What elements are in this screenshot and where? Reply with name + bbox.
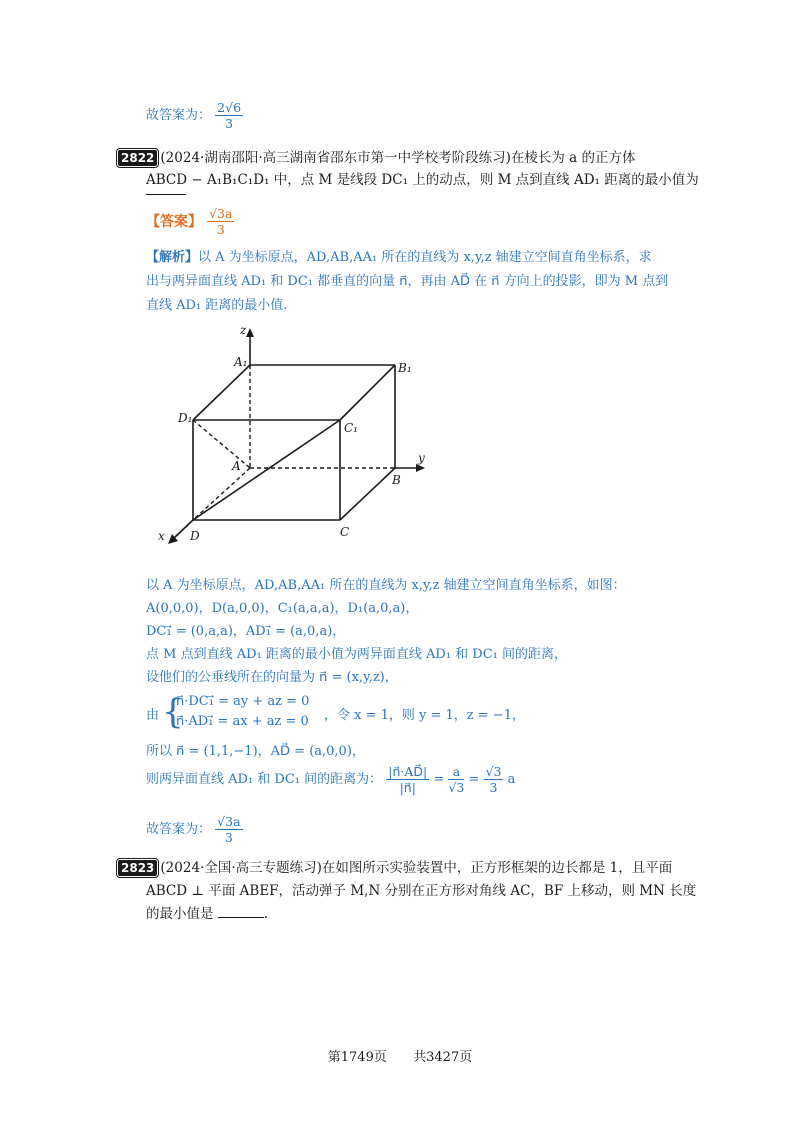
solution-line-2: A(0,0,0)，D(a,0,0)，C₁(a,a,a)，D₁(a,0,a)， xyxy=(146,601,419,616)
label-y: y xyxy=(418,451,425,465)
solution-line-5: 设他们的公垂线所在的向量为 n⃗ = (x,y,z)， xyxy=(146,670,398,685)
distance-frac1-denominator: |n⃗| xyxy=(399,780,416,795)
vector-line: 所以 n⃗ = (1,1,−1)，AD⃗ = (a,0,0)， xyxy=(146,744,365,759)
segment-dc1 xyxy=(193,420,340,520)
analysis-text-1: 以 A 为坐标原点，AD,AB,AA₁ 所在的直线为 x,y,z 轴建立空间直角坐标系，求 xyxy=(198,250,652,265)
edge-b-c xyxy=(340,468,395,520)
distance-fraction-3 xyxy=(484,764,504,795)
solution-line-4: 点 M 点到直线 AD₁ 距离的最小值为两异面直线 AD₁ 和 DC₁ 间的距离， xyxy=(146,647,567,662)
page-footer xyxy=(0,1046,800,1065)
distance-frac3-numerator: √3 xyxy=(485,764,502,779)
prev-answer-numerator: 2√6 xyxy=(217,100,242,115)
prev-answer-fraction xyxy=(215,100,243,131)
distance-fraction-2 xyxy=(448,764,464,795)
system-prefix: 由 xyxy=(146,708,160,723)
question-2822-text1: (2024·湖南邵阳·高三湖南省邵东市第一中学校考阶段练习)在棱长为 a 的正方体 xyxy=(160,150,636,166)
answer-fraction xyxy=(207,206,234,237)
label-x: x xyxy=(158,529,165,543)
z-axis-arrow-icon xyxy=(246,328,254,337)
answer-tag: 【答案】 xyxy=(146,214,202,230)
question-2823-line3: 的最小值是 . xyxy=(146,906,269,922)
label-b: B xyxy=(392,473,401,487)
label-a1: A₁ xyxy=(234,355,248,369)
hidden-segment-ad1 xyxy=(193,420,250,468)
question-2823-line2: ABCD ⊥ 平面 ABEF，活动弹子 M,N 分别在正方形对角线 AC，BF 上移动，则 MN 长度 xyxy=(146,883,697,899)
equals-sign-2: = xyxy=(468,772,480,787)
system-tail: ，令 x = 1，则 y = 1，z = −1， xyxy=(324,708,525,723)
final-answer-fraction xyxy=(215,814,242,845)
question-number-badge: 2822 xyxy=(118,150,157,166)
label-z: z xyxy=(240,323,247,337)
analysis-line-3: 直线 AD₁ 距离的最小值. xyxy=(146,298,288,313)
final-answer-label: 故答案为： xyxy=(146,822,212,837)
system-eq-1: n⃗·DC₁⃗ = ay + az = 0 xyxy=(176,694,310,709)
final-answer-numerator: √3a xyxy=(217,814,241,829)
label-d1: D₁ xyxy=(178,411,193,425)
distance-frac1-numerator: |n⃗·AD⃗| xyxy=(388,764,428,779)
label-d: D xyxy=(190,529,200,543)
analysis-line-1 xyxy=(146,246,652,265)
final-answer-denominator: 3 xyxy=(224,830,233,845)
distance-line xyxy=(146,764,515,795)
solution-line-1: 以 A 为坐标原点，AD,AB,AA₁ 所在的直线为 x,y,z 轴建立空间直角坐标系，如图： xyxy=(146,578,626,593)
question-2823-line1 xyxy=(118,856,672,876)
y-axis-arrow-icon xyxy=(416,464,425,472)
label-c1: C₁ xyxy=(344,421,358,435)
edge-b1-c1 xyxy=(340,365,395,420)
distance-frac3-denominator: 3 xyxy=(489,780,498,795)
distance-frac2-numerator: a xyxy=(448,764,464,780)
prev-answer-label: 故答案为： xyxy=(146,108,212,123)
distance-fraction-1 xyxy=(386,764,429,795)
analysis-line-2: 出与两异面直线 AD₁ 和 DC₁ 都垂直的向量 n⃗，再由 AD⃗ 在 n⃗ 方向上的投影，即为 M 点到 xyxy=(146,274,669,289)
prev-answer-denominator: 3 xyxy=(225,116,234,131)
question-2822-line1 xyxy=(118,146,636,166)
label-b1: B₁ xyxy=(398,361,412,375)
analysis-tag: 【解析】 xyxy=(146,250,199,265)
label-a: A xyxy=(232,459,241,473)
question-2822-line2: ABCD − A₁B₁C₁D₁ 中，点 M 是线段 DC₁ 上的动点，则 M 点到直线 AD₁ 距离的最小值为 xyxy=(146,172,699,188)
final-answer xyxy=(146,814,243,845)
solution-line-3: DC₁⃗ = (0,a,a)，AD₁⃗ = (a,0,a)， xyxy=(146,624,346,639)
label-c: C xyxy=(340,525,350,539)
answer-blank xyxy=(218,905,264,918)
question-2823-text3: 的最小值是 xyxy=(146,906,214,922)
edge-d1-a1 xyxy=(193,365,250,420)
answer-numerator: √3a xyxy=(209,206,233,221)
page-number: 第1749页 xyxy=(327,1050,387,1065)
answer-blank xyxy=(146,194,186,195)
distance-prefix: 则两异面直线 AD₁ 和 DC₁ 间的距离为： xyxy=(146,772,383,787)
hidden-edge-a-d xyxy=(193,468,250,520)
equals-sign-1: = xyxy=(433,772,445,787)
answer-denominator: 3 xyxy=(216,222,225,237)
left-brace-icon: { xyxy=(162,692,184,732)
distance-frac2-denominator: √3 xyxy=(448,780,465,795)
distance-suffix: a xyxy=(507,772,516,787)
cube-figure xyxy=(150,320,440,550)
question-2823-text1: (2024·全国·高三专题练习)在如图所示实验装置中，正方形框架的边长都是 1，且平面 xyxy=(160,860,673,876)
prev-answer xyxy=(146,100,243,131)
answer-row xyxy=(146,206,234,237)
system-eq-2: n⃗·AD₁⃗ = ax + az = 0 xyxy=(176,714,309,729)
question-number-badge: 2823 xyxy=(118,860,157,876)
total-pages: 共3427页 xyxy=(413,1050,473,1065)
